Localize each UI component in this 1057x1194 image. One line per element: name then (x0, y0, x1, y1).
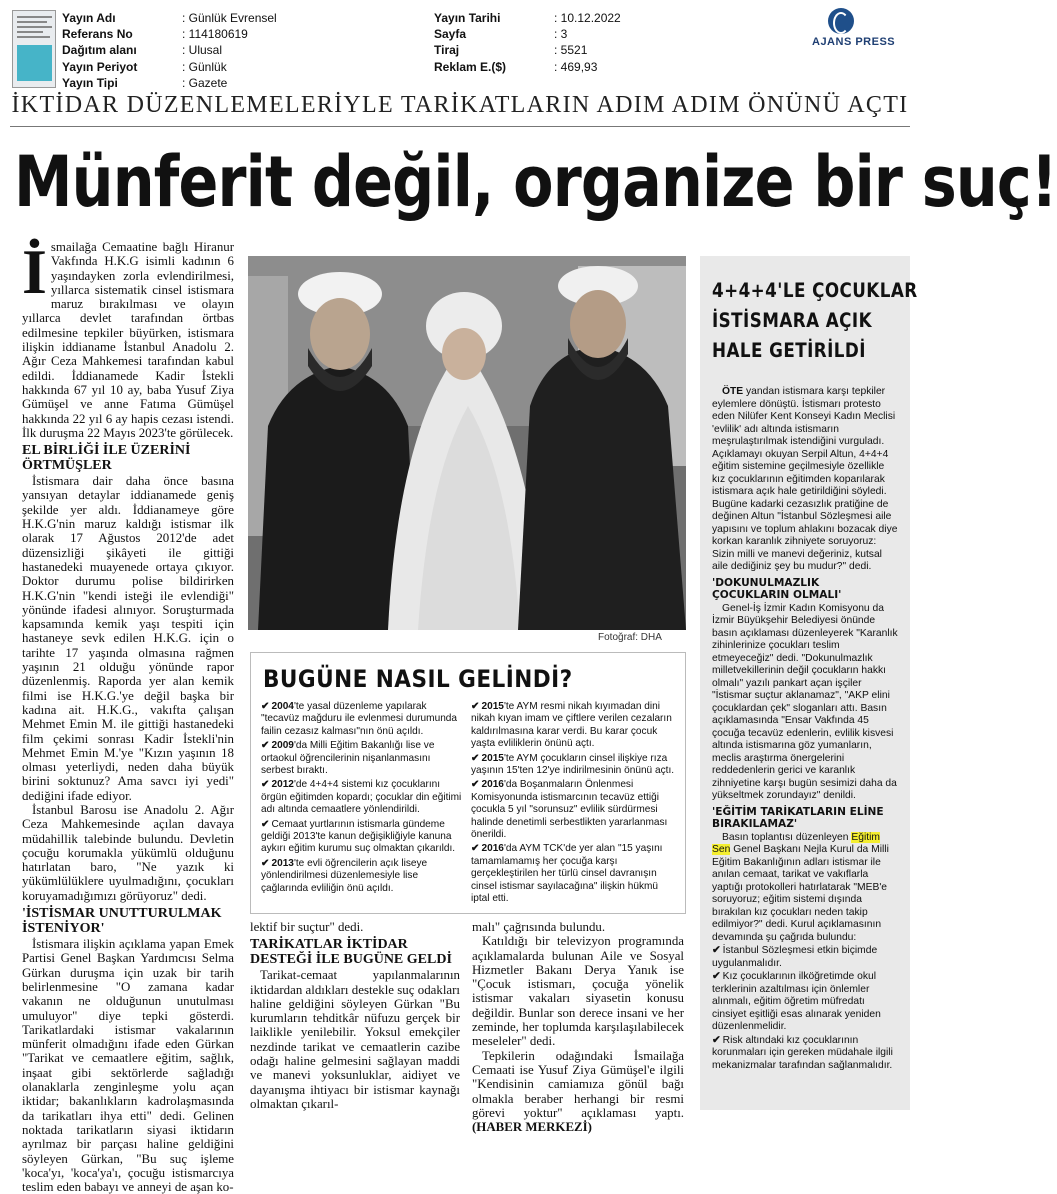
subheading: 'İSTİSMAR UNUTTURULMAK İSTENİYOR' (22, 906, 222, 937)
timeline-item: ✔ 2016'da Boşanmaların Önlenmesi Komisyonunda istismarcının tecavüz ettiği çocukla 5 yıl "sorunsuz" evlilik sürdürmesi halinde denetimli serbestlikten yararlanması önerildi. (471, 779, 668, 841)
check-icon: ✔ (261, 857, 270, 869)
subheading: EL BİRLİĞİ İLE ÜZERİNİ ÖRTMÜŞLER (22, 443, 191, 474)
paragraph: Katıldığı bir televizyon programında açıklamalarda bulunan Aile ve Sosyal Hizmetler Bakanı Derya Yanık ise "Çocuk istismarı, çocuğa yönelik istismar vakaları siyasetin konusu değildir. Bunlar son derece insani ve her zeminde, her toplumda karşılaşılabilecek meseleler" dedi. (472, 934, 684, 1049)
check-icon: ✔ (471, 752, 480, 764)
metadata-left (62, 10, 277, 91)
timeline-column-b (471, 701, 675, 908)
meta-row: Yayın Periyot : Günlük (62, 59, 227, 74)
check-icon: ✔ (712, 1034, 721, 1046)
paragraph: İstanbul Barosu ise Anadolu 2. Ağır Ceza Mahkemesinde açılan davaya müdahillik talebinde bulundu. Devletin çocuğu korumakla yükümlü olduğunu hatırlatan baro, "Ne yazık ki yükümlülüklere uyulmadığını, çocukları koruyamadığımızı görüyoruz" dedi. (22, 802, 234, 903)
divider (10, 126, 910, 127)
sidebar-story (700, 256, 918, 1110)
drop-cap: İ (22, 236, 47, 307)
meta-row: Tiraj : 5521 (434, 43, 588, 58)
check-icon: ✔ (261, 701, 270, 712)
highlighted-text: Eğitim Sen (712, 831, 880, 855)
paragraph: İstismara dair daha önce basına yansıyan detaylar iddianamede geniş şekilde yer aldı. İddianameye göre H.K.G'nin maruz kaldığı istismar ilk olarak 17 Ağustos 2012'de adet düzensizliği şikâyeti ile gittiği hastanedeki muayenede ortaya çıkıyor. Doktor durumu polise bildirirken H.K.G'nin "kendi isteği ile evlendiği" yönünde ifadesi alınıyor. Soruşturmada kapsamında kemik yaşı tespiti için hastaneye sevk edilen H.K.G. için o tarihte 17 yaşında olmasına rağmen yaşının 21 olduğu yönünde rapor düzenlenmiş. Raporda yer alan kemik filmi ise H.K.G.'ye değil başka bir kadına ait. H.K.G., vakıfta çalışan Mehmet Emin M. ile gittiği hastanedeki film çekimi sonrası Kadir İstekli'nin Mehmet Emin M.'ye "Kızın yaşının 18 olması yeterliydi, neden daha büyük birini soktunuz? Ama savcı iyi yedi" dediğini ifade ediyor. (22, 474, 234, 803)
meta-row: Dağıtım alanı : Ulusal (62, 43, 223, 58)
list-item: ✔ İstanbul Sözleşmesi etkin biçimde uygulanmalıdır. (712, 945, 878, 969)
lead-paragraph: İsmailağa Cemaatine bağlı Hiranur Vakfında H.K.G isimli kadının 6 yaşındayken zorla evlendirilmesi, yıllarca sistematik cinsel istismara maruz bırakılması ve olayın yıllarca devlet tarafından örtbas edilmesine tepkiler büyürken, istismara ilişkin iddianame İstanbul Anadolu 2. Ağır Ceza Mahkemesi tarafından kabul edildi. İddianamede Kadir İstekli hakkında 67 yıl 10 ay, baba Yusuf Ziya Gümüşel ve anne Fatıma Gümüşel hakkında 22 yıl 6 ay hapis cezası istendi. İlk duruşma 22 Mayıs 2023'te görülecek. (22, 236, 234, 440)
article-column-1 (22, 236, 234, 1194)
timeline-item: ✔ 2009'da Milli Eğitim Bakanlığı lise ve ortaokul öğrencilerinin nişanlanmasını serbest bıraktı. (261, 740, 435, 777)
sidebar-title: 4+4+4'LE ÇOCUKLAR İSTİSMARA AÇIK HALE GETİRİLDİ (712, 279, 918, 362)
check-icon: ✔ (712, 945, 721, 956)
timeline-item: ✔ Cemaat yurtlarının istismarla gündeme geldiği 2013'te kanun değişikliğiyle kanuna aykırı eğitim kurumu suç olmaktan çıkarıldı. (261, 818, 456, 855)
paragraph: Tarikat-cemaat yapılanmalarının iktidardan aldıkları destekle suç odakları haline geldiğini söyleyen Gürkan "Bu kurumların tehditkâr nüfuzu gerçek bir laiklikle yenilebilir. Yoksul emekçiler nezdinde tarikat ve cemaatlerin cazibe odağı haline gelmesini sağlayan maddi ve manevi yoksunluklar, aidiyet ve dayanışma ihtiyacı bir istismar kaynağı olmaktan çıkarıl- (250, 968, 460, 1111)
photo-credit: Fotoğraf: DHA (598, 632, 662, 643)
subheading: 'EĞİTİM TARİKATLARIN ELİNE BIRAKILAMAZ' (712, 805, 884, 830)
meta-row: Yayın Tarihi : 10.12.2022 (434, 11, 621, 25)
paragraph: Basın toplantısı düzenleyen Eğitim Sen Genel Başkanı Nejla Kurul da Milli Eğitim Bakanlığının adları istismar ile anılan cemaat, tarikat ve vakıflarla yaptığı protokolleri hatırlatarak "MEB'e soruyoruz; eğitim sistemi dışında bırakılan kız çocukları neden takip edilmiyor?" dedi. Kurul açıklamasının devamında şu çağrıda bulundu: (712, 831, 889, 943)
timeline-item: ✔ 2012'de 4+4+4 sistemi kız çocuklarını örgün eğitimden kopardı; çocuklar din eğitimi adı altında cemaatlere yönlendirildi. (261, 779, 462, 816)
check-icon: ✔ (471, 843, 480, 855)
paragraph: ÖTE yandan istismara karşı tepkiler eylemlere dönüştü. İstismarı protesto eden Nilüfer Kent Konseyi Kadın Meclisi 'evlilik' adı altında istismarın meşrulaştırılmak istendiğini vurguladı. Açıklamayı okuyan Serpil Altun, 4+4+4 eğitim sistemine geçilmesiyle özellikle kız çocuklarının eğitimden koparılarak istismara açık hale getirildiğini söyledi. Bugüne kadarki cezasızlık pratiğine de değinen Altun "İstanbul Sözleşmesi aile yapısını ve toplum ahlakını bozacak diye korkan karanlık zihniyete soruyoruz: Sizin milli ve manevi değeriniz, kutsal aile dediğiniz şey bu mudur?" dedi. (712, 386, 898, 572)
check-icon: ✔ (261, 740, 270, 752)
timeline-item: ✔ 2013'te evli öğrencilerin açık liseye yönlendirilmesi düzenlemesiyle lise çağlarında evliliğin önü açıldı. (261, 857, 428, 894)
check-icon: ✔ (471, 779, 480, 791)
paragraph: Genel-İş İzmir Kadın Komisyonu da İzmir Büyükşehir Belediyesi önünde basın açıklaması düzenleyerek "Karanlık zihinlerinize çocukları teslim etmeyeceğiz" dedi. "Dokunulmazlık milletvekillerinin değil çocukların hakkı olmalı" yazılı pankart açan işçiler "İstismar suçtur aklanamaz", "AKP elini çocuklardan çek" sloganları attı. Basın açıklamasında "Ensar Vakfında 45 çocuğa tecavüz edenlerin, evlilik kisvesi altında istismarına göz yumanların, meclis araştırma önergelerini reddedenlerin gerici ve karanlık zihniyetine karşı bugün sesimizi daha da yükseltmek zorundayız" denildi. (712, 602, 898, 801)
meta-row: Referans No : 114180619 (62, 27, 248, 42)
paragraph: malı" çağrısında bulundu. (472, 920, 606, 934)
meta-row: Sayfa : 3 (434, 27, 568, 42)
list-item: ✔ Risk altındaki kız çocuklarının korunmaları için gereken müdahale ilgili mekanizmalar tarafından sağlanmalıdır. (712, 1034, 893, 1071)
check-icon: ✔ (471, 701, 480, 712)
timeline-item: ✔ 2015'te AYM resmi nikah kıyımadan dini nikah kıyan imam ve çiftlere verilen cezaların kaldırılmasına karar verdi. Bu karar çocuk yaşta evliliklerin önünü açtı. (471, 701, 672, 750)
globe-icon (828, 8, 854, 34)
check-icon: ✔ (261, 779, 270, 791)
article-photo (248, 256, 686, 630)
timeline-item: ✔ 2004'te yasal düzenleme yapılarak "tecavüz mağduru ile evlenmesi durumunda failin cezasız kalması"nın önü açıldı. (261, 701, 458, 737)
article-headline: Münferit değil, organize bir suç! (14, 141, 1057, 223)
sidebar-body (712, 386, 900, 1072)
paragraph: İstismara ilişkin açıklama yapan Emek Partisi Genel Başkan Yardımcısı Selma Gürkan duruşma için uzak bir tarih belirlenmesine "O zamana kadar vakanın ne olduğunun unutulması umuluyor" diye tepki gösterdi. Tarikatlardaki istismar vakalarının münferit olmadığını ifade eden Gürkan "Tarikat ve cemaatlere eğitim, sağlık, inşaat gibi sektörlerde sağladığı olanaklarla zenginleşme yolu açan iktidar; bakanlıkların kadrolaşmasında da tarikatları ihya etti" dedi. Gelinen noktada tarikatların siyasi iktidarın ayrılmaz bir parçası haline geldiğini söyleyen Gürkan, "Bu suç işleme 'koca'yı, 'koca'ya'ı, çocuğu istismarcıya teslim eden babayı ve anneyi de aşan ko- (22, 937, 234, 1194)
article-column-3 (472, 920, 684, 1135)
byline: (HABER MERKEZİ) (472, 1120, 592, 1135)
metadata-right (434, 10, 621, 75)
meta-row: Yayın Adı : Günlük Evrensel (62, 11, 277, 25)
article-column-2 (250, 920, 460, 1110)
page-thumbnail (12, 10, 56, 88)
paragraph: Tepkilerin odağındaki İsmailağa Cemaati ise Yusuf Ziya Gümüşel'e ilgili "Kendisinin camiamıza gönül bağı olmakla beraber herhangi bir resmi görevi yoktur" açıklaması yaptı. (HABER MERKEZİ) (472, 1048, 684, 1135)
ajans-press-logo: AJANS PRESS (812, 8, 912, 50)
list-item: ✔ Kız çocuklarının ilköğretimde okul terklerinin azaltılması için önlemler alınmalı, eğitim öğretim müfredatı cinsiyet eşitliği esas alınarak yeniden düzenlenmelidir. (712, 971, 881, 1032)
clipping-header (0, 0, 920, 92)
meta-row: Yayın Tipi : Gazete (62, 75, 228, 90)
timeline-item: ✔ 2015'te AYM çocukların cinsel ilişkiye rıza yaşının 15'ten 12'ye indirilmesinin önünü açtı. (471, 752, 675, 777)
timeline-title: BUGÜNE NASIL GELİNDİ? (263, 665, 573, 693)
subheading: 'DOKUNULMAZLIK ÇOCUKLARIN OLMALI' (712, 576, 842, 601)
timeline-column-a (261, 701, 465, 897)
subheading: TARİKATLAR İKTİDAR DESTEĞİ İLE BUGÜNE GELDİ (250, 937, 452, 968)
check-icon: ✔ (261, 818, 270, 830)
paragraph: lektif bir suçtur" dedi. (250, 920, 364, 934)
timeline-item: ✔ 2016'da AYM TCK'de yer alan "15 yaşını tamamlamamış her çocuğa karşı gerçekleştirilen her türlü cinsel davranışın cinsel istismar sayılacağına" ilişkin hükmü iptal etti. (471, 843, 663, 905)
meta-row: Reklam E.($) : 469,93 (434, 59, 598, 74)
article-kicker: İKTİDAR DÜZENLEMELERİYLE TARİKATLARIN ADIM ADIM ÖNÜNÜ AÇTI (11, 92, 909, 118)
check-icon: ✔ (712, 971, 721, 982)
timeline-box (250, 652, 686, 914)
